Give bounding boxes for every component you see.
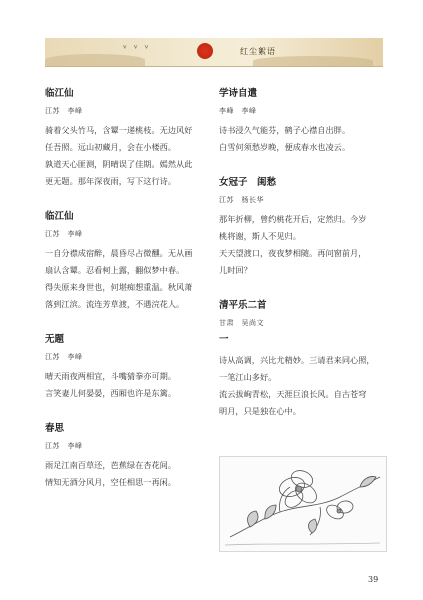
poem-author: 江苏 李峰 [45,107,83,115]
poem-line: 一自分襟成宿醉，晨昏尽占微醺。无从画 [45,248,193,258]
poem [219,300,385,420]
banner-hill-decoration [253,56,373,66]
poem-author: 甘肃 吴尚文 [219,319,264,327]
poem-title: 临江仙 [45,88,74,99]
page-number: 39 [368,575,379,584]
poem-line: 白雪何须愁岁晚，便成春水也凌云。 [219,142,351,152]
poem [219,177,385,279]
poem [45,211,200,313]
poem-title: 女冠子 闺愁 [219,177,277,188]
section-title: 红尘絮语 [240,47,276,56]
poem-title: 临江仙 [45,211,74,222]
poem [45,334,200,402]
poem-line: 得失原来身世也，何堪痴想重温。秋风萧 [45,282,193,292]
flower-illustration [219,456,387,552]
poem [45,423,200,491]
poem-title: 春思 [45,423,65,434]
banner-hill-decoration [45,54,145,66]
poem-author: 江苏 李峰 [45,230,83,238]
poem-line: 那年折柳，曾约桃花开后，定然归。今岁 [219,214,367,224]
right-column [219,88,385,441]
poem-line: 任吾照。远山初藏月，会在小楼西。 [45,142,177,152]
poem-line: 扇认含颦。忍看柯上露，翻似梦中春。 [45,265,185,275]
poem-title: 无题 [45,334,65,345]
poem [219,88,385,156]
poem-line: 晴天雨夜两相宜，斗嘴猜拳亦可期。 [45,371,177,381]
poem-line: 更无题。那年深夜雨，写下这行诗。 [45,176,177,186]
poem-author: 江苏 李峰 [45,442,83,450]
poem-line: 落到江滨。流连芳草渡，不遇浣花人。 [45,299,185,309]
poem-line: 流云拔峋青松，天涯巨浪长风。自古苍穹 [219,389,367,399]
poem-line: 天天望渡口，夜夜梦相随。再问窗前月， [219,248,367,258]
poem-author: 江苏 李峰 [45,353,83,361]
poem-line: 情知无酒分风月，空任相思一再闲。 [45,477,177,487]
header-banner [45,38,383,67]
poem-line: 诗书浸久气能芬，鹤子心襟自出胖。 [219,125,351,135]
poem-subtitle: 一 [219,334,229,345]
poem-line: 骑着父头竹马，含颦一递桃枝。无边风好 [45,125,193,135]
poem-line: 言笑妻儿何晏晏，西厢也许是东篱。 [45,388,177,398]
poem-author: 李峰 李峰 [219,107,257,115]
poem-line: 诗从高调，兴比尤精妙。三请君来同心照， [219,355,375,365]
poem-line: 雨足江南百草还，芭蕉绿在杏花间。 [45,460,177,470]
poem-title: 清平乐二首 [219,300,267,311]
birds-decoration: ᵛ ᵛ ᵛ [123,44,151,55]
poem-line: 一笔江山多好。 [219,372,277,382]
left-column [45,88,200,512]
flower-icon [220,457,386,551]
poem-line: 儿时回？ [219,265,252,275]
poem [45,88,200,190]
poem-author: 江苏 杨长华 [219,196,264,204]
poem-line: 明月，只是独在心中。 [219,406,301,416]
poem-line: 孰道天心匪测，阴晴误了佳期。嫣然从此 [45,159,193,169]
sun-icon [197,43,213,59]
poem-line: 桃将谢，斯人不见归。 [219,231,301,241]
poem-title: 学诗自遣 [219,88,258,99]
